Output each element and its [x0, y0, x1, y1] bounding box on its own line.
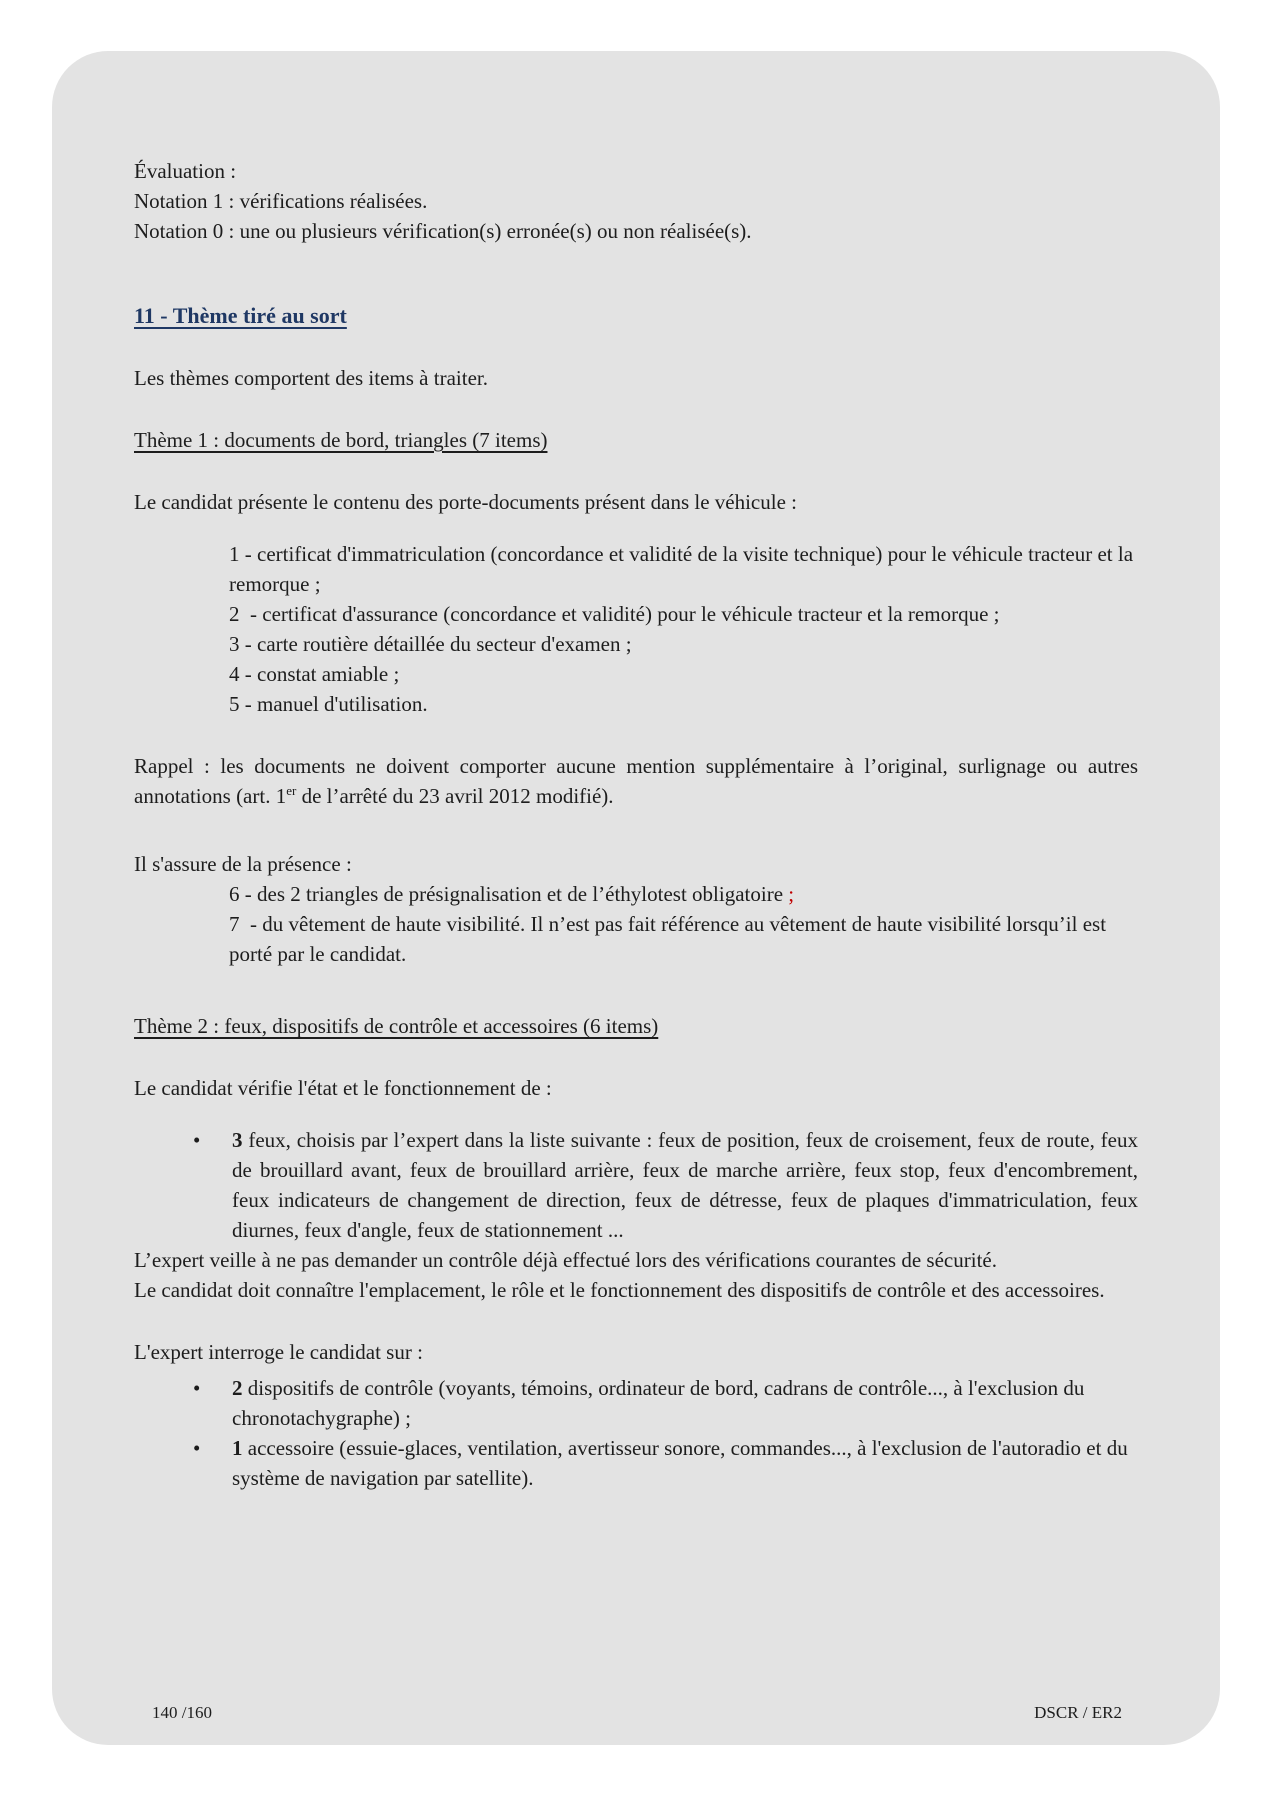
bullet-icon: •: [193, 1376, 201, 1400]
doc-reference: DSCR / ER2: [1034, 1703, 1122, 1722]
rappel-text-start: Rappel : les documents ne doivent comporter aucune mention supplémentaire à l’original, surlignage ou autres annotations (art. 1: [134, 754, 1138, 808]
theme1-item-list: [134, 539, 1138, 719]
red-semicolon: ;: [788, 882, 795, 906]
theme2-heading: Thème 2 : feux, dispositifs de contrôle et accessoires (6 items): [134, 1014, 659, 1038]
ordinal-superscript: er: [286, 783, 297, 798]
bullet-item-dispositifs: [134, 1373, 1138, 1433]
theme2-lead: Le candidat vérifie l'état et le fonctionnement de :: [134, 1076, 552, 1100]
bullet-item-accessoire: [134, 1433, 1138, 1493]
doc-item-1: 1 - certificat d'immatriculation (concordance et validité de la visite technique) pour le véhicule tracteur et la remorque ;: [229, 542, 1139, 596]
bullet-feux-count: 3: [232, 1128, 243, 1152]
page-number: 140 /160: [152, 1703, 212, 1722]
presence-item-6: [229, 879, 1138, 909]
presence-lead: Il s'assure de la présence :: [134, 852, 352, 876]
theme1-heading: Thème 1 : documents de bord, triangles (7 items): [134, 428, 548, 452]
bullet-feux-body: [232, 1125, 1138, 1245]
interrogation-lead: L'expert interroge le candidat sur :: [134, 1340, 423, 1364]
evaluation-title: Évaluation :: [134, 159, 237, 183]
bullet-accessoire-text: accessoire (essuie-glaces, ventilation, avertisseur sonore, commandes..., à l'exclusion de l'autoradio et du système de navigation par satellite).: [232, 1436, 1128, 1490]
bullet-feux-text: feux, choisis par l’expert dans la liste suivante : feux de position, feux de croisement, feux de route, feux de brouillard avant, feux de brouillard arrière, feux de marche arrière, feux stop, feux d'encombrement, feux indicateurs de changement de direction, feux de détresse, feux de plaques d'immatriculation, feux diurnes, feux d'angle, feux de stationnement ...: [232, 1128, 1138, 1242]
document-content: [134, 156, 1138, 1493]
bullet-dispositifs-body: [232, 1373, 1138, 1433]
candidate-note: Le candidat doit connaître l'emplacement, le rôle et le fonctionnement des dispositifs de contrôle et des accessoires.: [134, 1278, 1105, 1302]
expert-note: L’expert veille à ne pas demander un contrôle déjà effectué lors des vérifications courantes de sécurité.: [134, 1248, 997, 1272]
bullet-icon: •: [193, 1436, 201, 1460]
theme1-lead: Le candidat présente le contenu des porte-documents présent dans le véhicule :: [134, 490, 797, 514]
bullet-dispositifs-count: 2: [232, 1376, 243, 1400]
presence-item-6-text: 6 - des 2 triangles de présignalisation et de l’éthylotest obligatoire: [229, 882, 789, 906]
doc-item-5: 5 - manuel d'utilisation.: [229, 692, 428, 716]
bullet-icon: •: [193, 1128, 201, 1152]
document-page-card: [52, 51, 1220, 1745]
bullet-dispositifs-text: dispositifs de contrôle (voyants, témoins, ordinateur de bord, cadrans de contrôle..., à l'exclusion du chronotachygraphe) ;: [232, 1376, 1085, 1430]
page-footer: [52, 1703, 1220, 1723]
bullet-item-feux: [134, 1125, 1138, 1245]
doc-item-3: 3 - carte routière détaillée du secteur d'examen ;: [229, 632, 632, 656]
notation-1-line: Notation 1 : vérifications réalisées.: [134, 189, 428, 213]
bullet-accessoire-count: 1: [232, 1436, 243, 1460]
section-intro: Les thèmes comportent des items à traiter.: [134, 366, 488, 390]
presence-item-7: 7 - du vêtement de haute visibilité. Il n’est pas fait référence au vêtement de haute visibilité lorsqu’il est porté par le candidat.: [229, 912, 1112, 966]
doc-item-4: 4 - constat amiable ;: [229, 662, 400, 686]
rappel-text-end: de l’arrêté du 23 avril 2012 modifié).: [296, 784, 614, 808]
rappel-paragraph: [134, 751, 1138, 811]
section-heading: 11 - Thème tiré au sort: [134, 303, 347, 328]
notation-0-line: Notation 0 : une ou plusieurs vérification(s) erronée(s) ou non réalisée(s).: [134, 219, 752, 243]
doc-item-2: 2 - certificat d'assurance (concordance et validité) pour le véhicule tracteur et la remorque ;: [229, 602, 1000, 626]
bullet-accessoire-body: [232, 1433, 1138, 1493]
